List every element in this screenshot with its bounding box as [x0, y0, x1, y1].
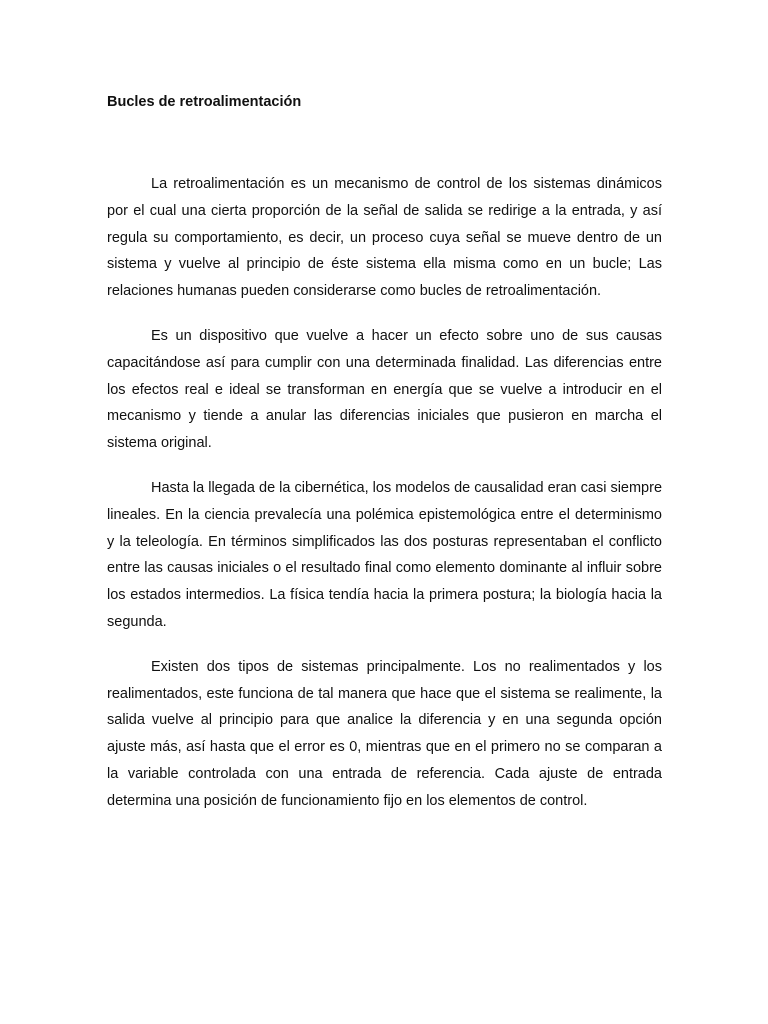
- document-title: Bucles de retroalimentación: [107, 94, 302, 110]
- document-body: [107, 171, 662, 815]
- paragraph-1: La retroalimentación es un mecanismo de control de los sistemas dinámicos por el cual una cierta proporción de la señal de salida se redirige a la entrada, y así regula su comportamiento, es decir, un proceso cuya señal se mueve dentro de un sistema y vuelve al principio de éste sistema ella misma como en un bucle; Las relaciones humanas pueden considerarse como bucles de retroalimentación.: [107, 176, 662, 300]
- paragraph-2: Es un dispositivo que vuelve a hacer un efecto sobre uno de sus causas capacitándose así para cumplir con una determinada finalidad. Las diferencias entre los efectos real e ideal se transforman en energía que se vuelve a introducir en el mecanismo y tiende a anular las diferencias iniciales que pusieron en marcha el sistema original.: [107, 327, 662, 452]
- document-page: [107, 92, 662, 833]
- paragraph-4: Existen dos tipos de sistemas principalmente. Los no realimentados y los realimentados, este funciona de tal manera que hace que el sistema se realimente, la salida vuelve al principio para que analice la diferencia y en una segunda opción ajuste más, así hasta que el error es 0, mientras que en el primero no se comparan a la variable controlada con una entrada de referencia. Cada ajuste de entrada determina una posición de funcionamiento fijo en los elementos de control.: [107, 658, 662, 809]
- paragraph-3: Hasta la llegada de la cibernética, los modelos de causalidad eran casi siempre lineales. En la ciencia prevalecía una polémica epistemológica entre el determinismo y la teleología. En términos simplificados las dos posturas representaban el conflicto entre las causas iniciales o el resultado final como elemento dominante al influir sobre los estados intermedios. La física tendía hacia la primera postura; la biología hacia la segunda.: [107, 479, 663, 630]
